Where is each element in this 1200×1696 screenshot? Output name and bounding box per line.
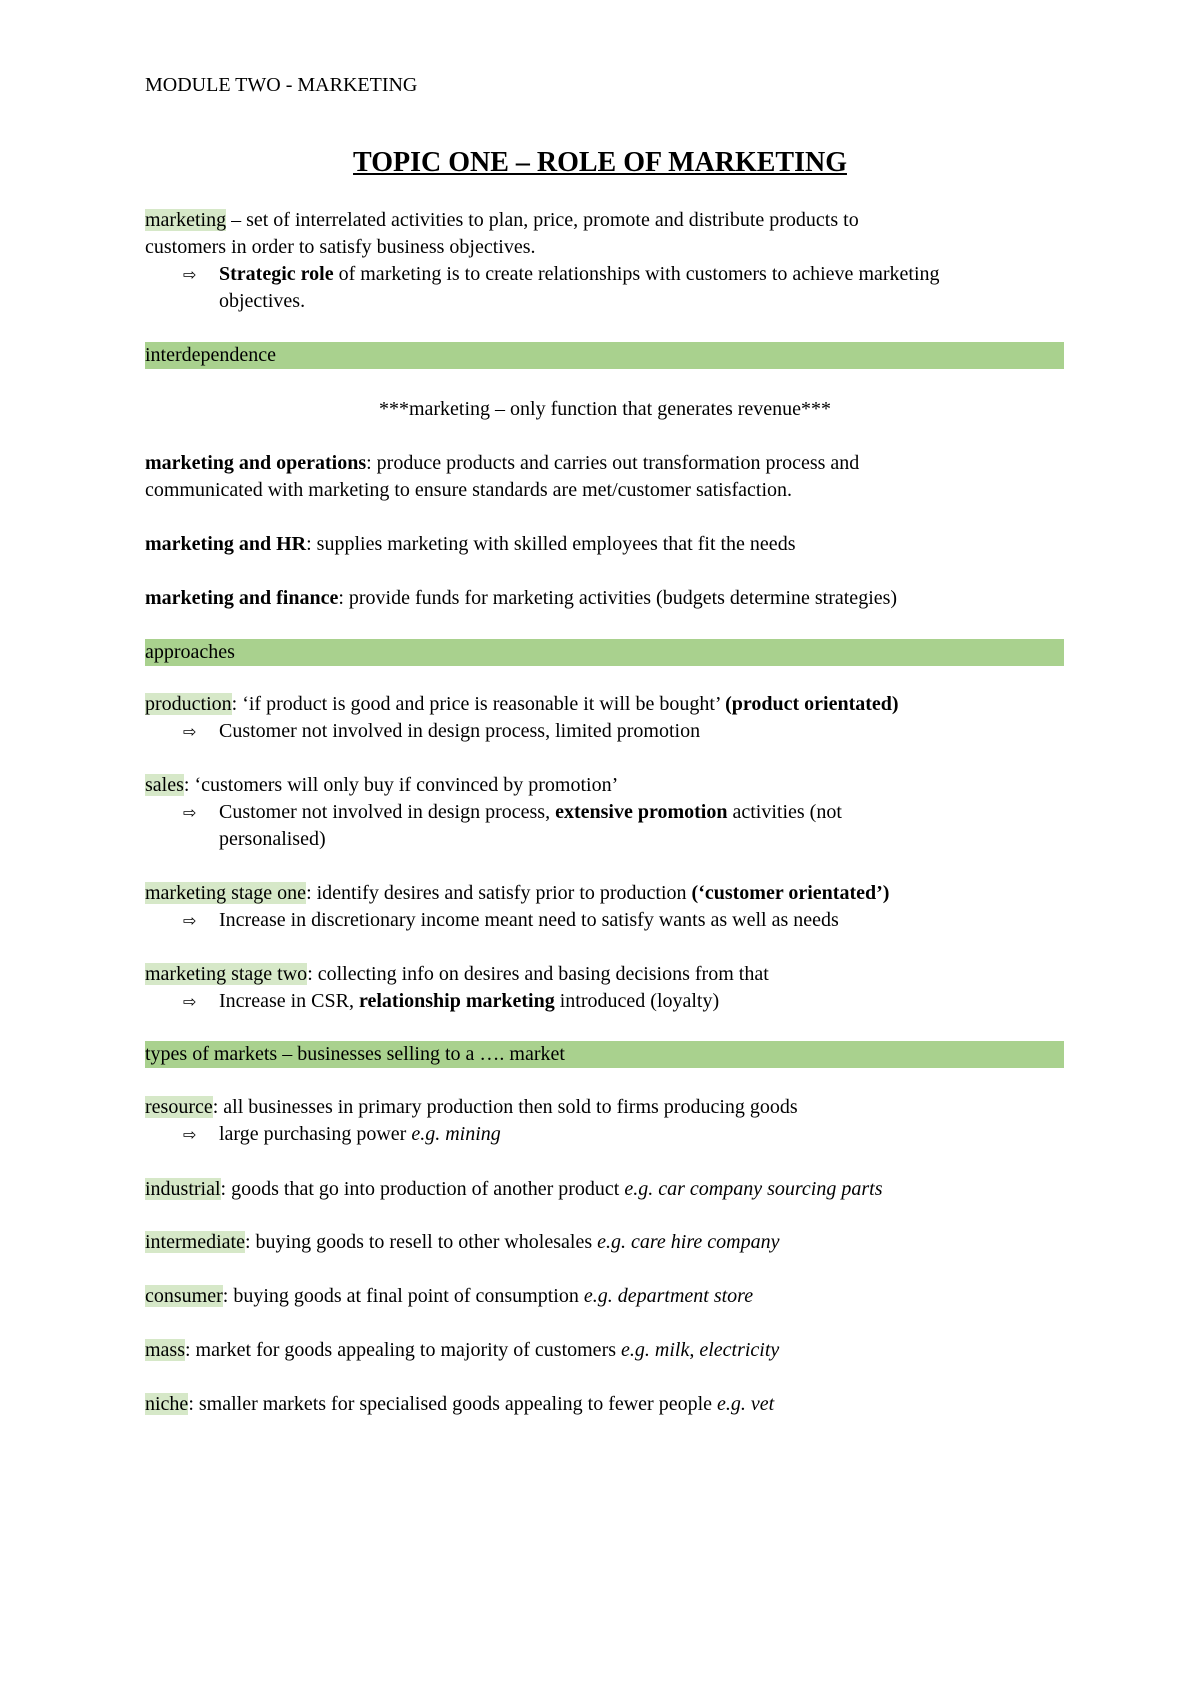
page-header: MODULE TWO - MARKETING — [145, 74, 418, 96]
bullet-item: ⇨ Customer not involved in design process, extensive promotion activities (not personalised) — [183, 801, 842, 850]
section-heading-approaches: approaches — [145, 639, 1064, 666]
production-approach: production: ‘if product is good and price is reasonable it will be bought’ (product orientated) ⇨ Customer not involved in design process, limited promotion — [145, 691, 1065, 745]
finance-paragraph: marketing and finance: provide funds for marketing activities (budgets determine strategies) — [145, 587, 898, 609]
bullet-item: ⇨ Customer not involved in design process, limited promotion — [145, 718, 1065, 745]
niche-market: niche: smaller markets for specialised goods appealing to fewer people e.g. vet — [145, 1393, 775, 1415]
hr-paragraph: marketing and HR: supplies marketing with skilled employees that fit the needs — [145, 533, 796, 555]
arrow-bullet-icon: ⇨ — [183, 722, 197, 741]
consumer-market: consumer: buying goods at final point of consumption e.g. department store — [145, 1285, 754, 1307]
sales-approach: sales: ‘customers will only buy if convinced by promotion’ ⇨ Customer not involved in design process, extensive promotion activities (not personalised) — [145, 772, 1065, 853]
mass-market: mass: market for goods appealing to majority of customers e.g. milk, electricity — [145, 1339, 780, 1361]
revenue-line: ***marketing – only function that generates revenue*** — [378, 398, 832, 420]
arrow-bullet-icon: ⇨ — [183, 992, 197, 1011]
bullet-item: ⇨ Increase in discretionary income meant need to satisfy wants as well as needs — [145, 907, 1065, 934]
page-title: TOPIC ONE – ROLE OF MARKETING — [353, 147, 847, 178]
bullet-item: ⇨ Increase in CSR, relationship marketing introduced (loyalty) — [145, 988, 1065, 1015]
bullet-item: ⇨ Strategic role of marketing is to create relationships with customers to achieve marketing objectives. — [183, 263, 940, 312]
industrial-market: industrial: goods that go into production of another product e.g. car company sourcing parts — [145, 1178, 883, 1200]
arrow-bullet-icon: ⇨ — [183, 803, 197, 822]
arrow-bullet-icon: ⇨ — [183, 1125, 197, 1144]
resource-market: resource: all businesses in primary production then sold to firms producing goods ⇨ large purchasing power e.g. mining — [145, 1094, 1065, 1148]
term-highlight: marketing — [145, 209, 227, 231]
intermediate-market: intermediate: buying goods to resell to other wholesales e.g. care hire company — [145, 1231, 780, 1253]
bullet-item: ⇨ large purchasing power e.g. mining — [145, 1121, 1065, 1148]
arrow-bullet-icon: ⇨ — [183, 265, 197, 284]
marketing-definition: marketing – set of interrelated activities to plan, price, promote and distribute products to customers in order to satisfy business objectives. ⇨ Strategic role of marketing is to create relationships with customers to achieve marketing objectives. — [145, 207, 1065, 315]
section-heading-markets: types of markets – businesses selling to a …. market — [145, 1041, 1064, 1068]
section-heading-interdependence: interdependence — [145, 342, 1064, 369]
stage-two-approach: marketing stage two: collecting info on desires and basing decisions from that ⇨ Increase in CSR, relationship marketing introduced (loyalty) — [145, 961, 1065, 1015]
arrow-bullet-icon: ⇨ — [183, 911, 197, 930]
ops-paragraph: marketing and operations: produce products and carries out transformation process and communicated with marketing to ensure standards are met/customer satisfaction. — [145, 452, 860, 501]
stage-one-approach: marketing stage one: identify desires and satisfy prior to production (‘customer orientated’) ⇨ Increase in discretionary income meant need to satisfy wants as well as needs — [145, 880, 1065, 934]
